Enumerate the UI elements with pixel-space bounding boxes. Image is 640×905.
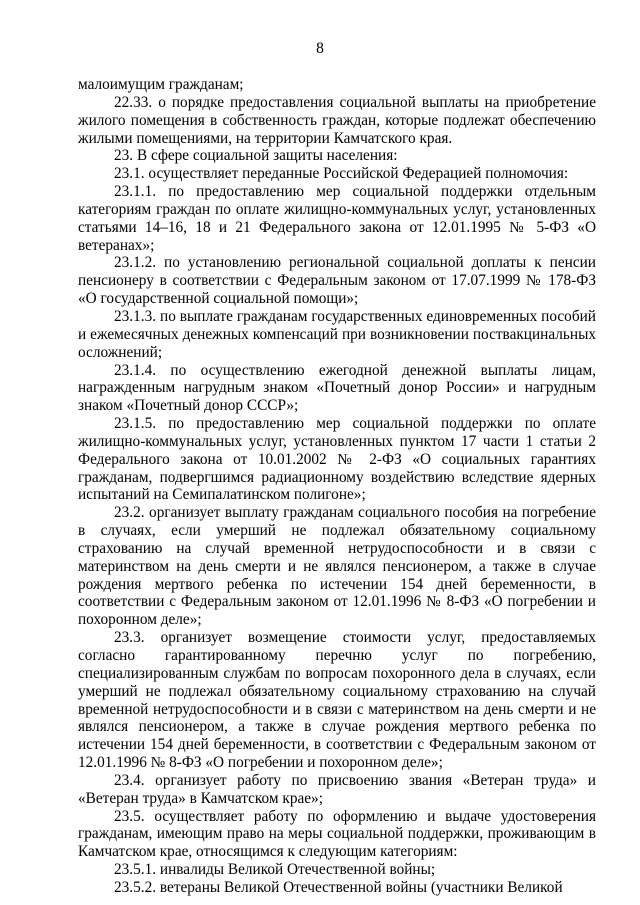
paragraph-23-1-2: 23.1.2. по установлению региональной социальной доплаты к пенсии пенсионеру в соответствии с Федеральным законом от 17.07.1999 № 178-ФЗ «О государственной социальной помощи»; [78, 254, 596, 308]
paragraph-23-5-1: 23.5.1. инвалиды Великой Отечественной войны; [114, 861, 436, 879]
paragraph-23-1-1: 23.1.1. по предоставлению мер социальной поддержки отдельным категориям граждан по оплате жилищно-коммунальных услуг, установленных статьями 14–16, 18 и 21 Федерального закона от 12.01.1995 № 5-ФЗ «О ветеранах»; [78, 183, 596, 254]
paragraph-23-2: 23.2. организует выплату гражданам социального пособия на погребение в случаях, если умерший не подлежал обязательному социальному страхованию на случай временной нетрудоспособности и в связи с материнством на день смерти и не являлся пенсионером, а также в случае рождения мертвого ребенка по истечении 154 дней беременности, в соответствии с Федеральным законом от 12.01.1996 № 8-ФЗ «О погребении и похоронном деле»; [78, 504, 596, 629]
paragraph-23-1-5: 23.1.5. по предоставлению мер социальной поддержки по оплате жилищно-коммунальных услуг, установленных пунктом 17 части 1 статьи 2 Федерального закона от 10.01.2002 № 2-ФЗ «О социальных гарантиях гражданам, подвергшимся радиационному воздействию вследствие ядерных испытаний на Семипалатинском полигоне»; [78, 415, 596, 504]
page-number: 8 [316, 40, 324, 57]
paragraph-23-1: 23.1. осуществляет переданные Российской Федерацией полномочия: [114, 165, 569, 183]
paragraph-23-4: 23.4. организует работу по присвоению звания «Ветеран труда» и «Ветеран труда» в Камчатском крае»; [78, 771, 596, 807]
document-body [78, 76, 596, 897]
paragraph-23-5: 23.5. осуществляет работу по оформлению и выдаче удостоверения гражданам, имеющим право на меры социальной поддержки, проживающим в Камчатском крае, относящимся к следующим категориям: [78, 807, 596, 861]
paragraph-23-1-4: 23.1.4. по осуществлению ежегодной денежной выплаты лицам, награжденным нагрудным знаком «Почетный донор России» и нагрудным знаком «Почетный донор СССР»; [78, 361, 596, 415]
paragraph-continuation: малоимущим гражданам; [78, 76, 244, 93]
paragraph-23: 23. В сфере социальной защиты населения: [114, 147, 398, 165]
paragraph-23-3: 23.3. организует возмещение стоимости услуг, предоставляемых согласно гарантированному перечню услуг по погребению, специализированным службам по вопросам похоронного дела в случаях, если умерший не подлежал обязательному социальному страхованию на случай временной нетрудоспособности и в связи с материнством на день смерти и не являлся пенсионером, а также в случае рождения мертвого ребенка по истечении 154 дней беременности, в соответствии с Федеральным законом от 12.01.1996 № 8-ФЗ «О погребении и похоронном деле»; [78, 629, 596, 772]
paragraph-22-33: 22.33. о порядке предоставления социальной выплаты на приобретение жилого помещения в собственность граждан, которые подлежат обеспечению жилыми помещениями, на территории Камчатского края. [78, 93, 596, 147]
paragraph-23-1-3: 23.1.3. по выплате гражданам государственных единовременных пособий и ежемесячных денежных компенсаций при возникновении поствакцинальных осложнений; [78, 307, 596, 361]
paragraph-23-5-2: 23.5.2. ветераны Великой Отечественной войны (участники Великой [114, 878, 563, 896]
